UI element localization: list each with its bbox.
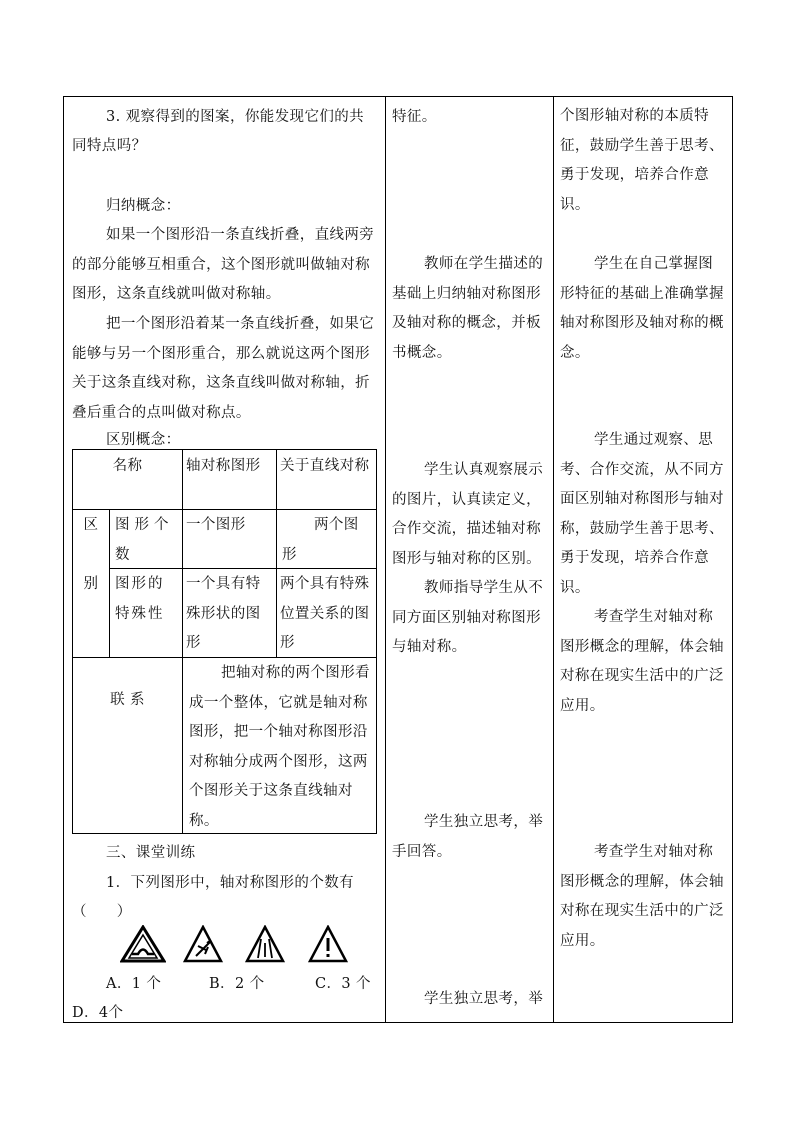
option-d: D．4个	[72, 1005, 124, 1021]
concept-line-symmetry: 把一个图形沿着某一条直线折叠，如果它能够与另一个图形重合，那么就说这两个图形关于这条直线对称，这条直线叫做对称轴，折叠后重合的点叫做对称点。	[72, 316, 375, 421]
option-a: A．1 个	[106, 976, 162, 992]
section-classroom-practice: 三、课堂训练	[106, 845, 196, 861]
row-special-sym: 两个具有特殊位置关系的图形	[280, 576, 370, 651]
col2-text-4: 学生独立思考，举手回答。	[392, 814, 544, 860]
distinguish-heading: 区别概念：	[106, 432, 181, 448]
header-axis-figure: 轴对称图形	[186, 458, 261, 474]
row-special-axis: 一个具有特殊形状的图形	[186, 576, 261, 651]
col3-text-0: 个图形轴对称的本质特征，鼓励学生善于思考、勇于发现，培养合作意识。	[560, 108, 724, 213]
question-3-line1: 3. 观察得到的图案，你能发现它们的共	[106, 109, 365, 125]
summary-heading: 归纳概念：	[106, 198, 181, 214]
row-count-label: 图形个数	[115, 517, 174, 563]
option-c: C．3 个	[315, 976, 371, 992]
link-text: 把轴对称的两个图形看成一个整体，它就是轴对称图形，把一个轴对称图形沿对称轴分成两个图形，这两个图形关于这条直线轴对称。	[189, 665, 370, 829]
col2-text-1: 教师在学生描述的基础上归纳轴对称图形及轴对称的概念，并板书概念。	[392, 256, 544, 361]
column-design-intent	[554, 97, 732, 1022]
link-label: 联 系	[110, 692, 145, 708]
col2-text-0: 特征。	[392, 109, 437, 125]
column-content	[64, 97, 385, 1022]
diff-label-1: 区	[83, 517, 99, 533]
warning-sign-icon	[308, 925, 348, 963]
column-teacher-activity	[386, 97, 553, 1022]
col3-text-2: 学生通过观察、思考、合作交流，从不同方面区别轴对称图形与轴对称，鼓励学生善于思考、勇于发现，培养合作意识。	[560, 432, 724, 596]
col2-text-3: 教师指导学生从不同方面区别轴对称图形与轴对称。	[392, 580, 544, 655]
narrow-road-sign-icon	[245, 925, 285, 963]
comparison-table	[72, 449, 377, 834]
header-name: 名称	[112, 458, 143, 474]
header-line-symmetry: 关于直线对称	[280, 458, 370, 474]
concept-axis-figure: 如果一个图形沿一条直线折叠，直线两旁的部分能够互相重合，这个图形就叫做轴对称图形，这条直线就叫做对称轴。	[72, 227, 375, 302]
row-special-label: 图形的特殊性	[115, 576, 165, 622]
col3-text-4: 考查学生对轴对称图形概念的理解，体会轴对称在现实生活中的广泛应用。	[560, 844, 724, 949]
col2-text-2: 学生认真观察展示的图片，认真读定义，合作交流，描述轴对称图形与轴对称的区别。	[392, 462, 544, 567]
row-count-sym: 两个图形	[282, 517, 359, 563]
exercise-1-line2: （ ）	[72, 904, 132, 920]
col3-text-1: 学生在自己掌握图形特征的基础上准确掌握轴对称图形及轴对称的概念。	[560, 256, 724, 361]
option-b: B．2 个	[209, 976, 265, 992]
airport-sign-icon	[183, 925, 223, 963]
lesson-plan-table	[63, 96, 733, 1023]
question-3-line2: 同特点吗？	[72, 138, 147, 154]
row-count-axis: 一个图形	[186, 517, 246, 533]
exercise-1-line1: 1．下列图形中，轴对称图形的个数有	[106, 875, 355, 891]
col3-text-3: 考查学生对轴对称图形概念的理解，体会轴对称在现实生活中的广泛应用。	[560, 609, 724, 714]
col2-text-5: 学生独立思考，举	[424, 991, 544, 1007]
road-bump-sign-icon	[120, 925, 166, 963]
diff-label-2: 别	[83, 576, 99, 592]
